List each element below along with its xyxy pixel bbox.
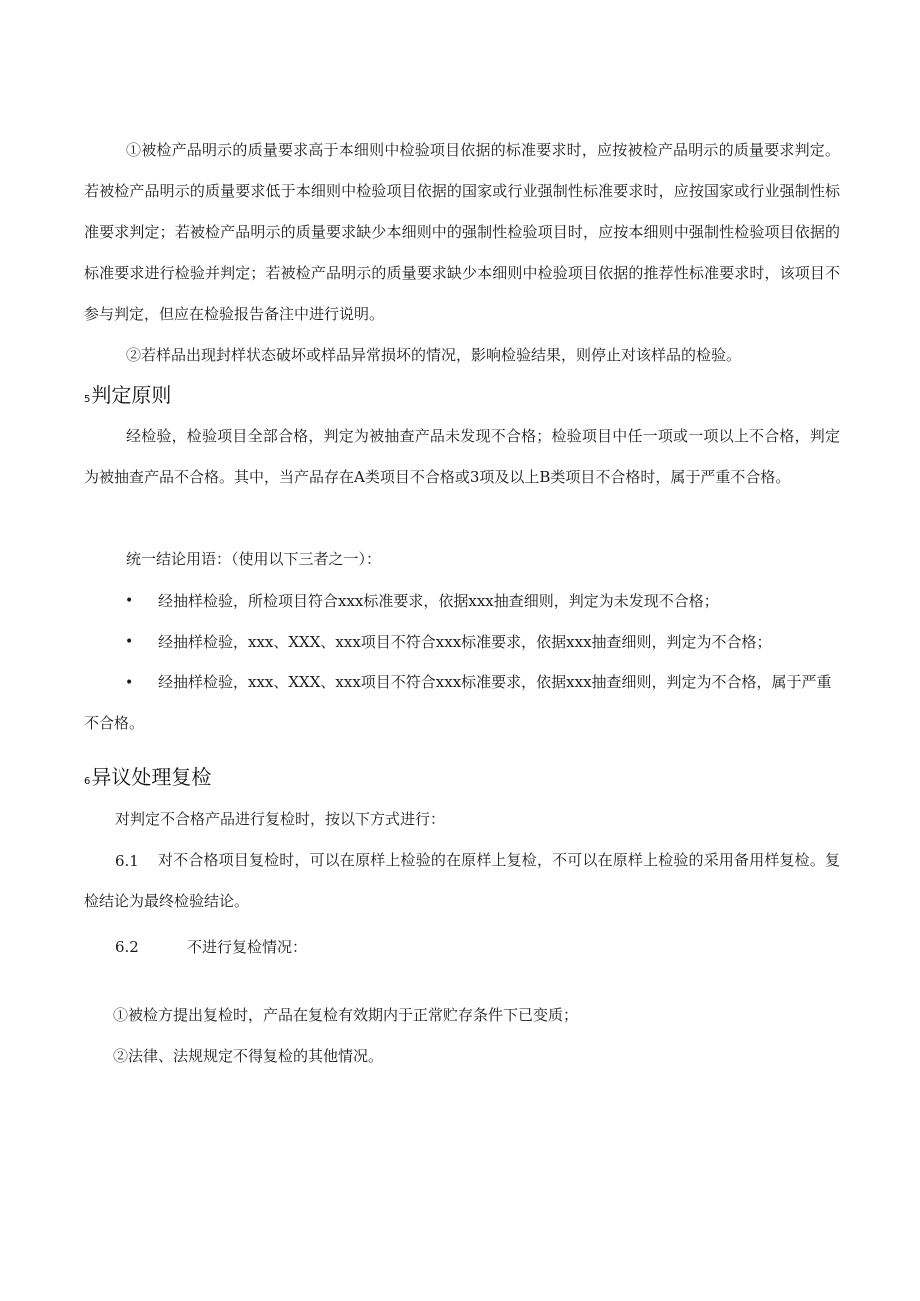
conclusion-intro: 统一结论用语：（使用以下三者之一）： <box>126 550 382 568</box>
conclusion-option-2: 经抽样检验，xxx、XXX、xxx项目不符合xxx标准要求，依据xxx抽查细则，判定为不合格； <box>158 633 772 651</box>
recheck-intro: 对判定不合格产品进行复检时，按以下方式进行： <box>115 810 446 828</box>
item-6-2-text: 不进行复检情况： <box>187 938 308 956</box>
bullet-marker: • <box>125 634 134 650</box>
item-6-2-number: 6.2 <box>115 938 139 956</box>
section-5-number: 5 <box>84 394 91 405</box>
item-6-1-number: 6.1 <box>115 852 139 870</box>
judgement-rule-paragraph: ①被检产品明示的质量要求高于本细则中检验项目依据的标准要求时，应按被检产品明示的质量要求判定。若被检产品明示的质量要求低于本细则中检验项目依据的国家或行业强制性标准要求时，应按国家或行业强制性标准要求判定；若被检产品明示的质量要求缺少本细则中的强制性检验项目时，应按本细则中强制性检验项目依据的标准要求进行检验并判定；若被检产品明示的质量要求缺少本细则中检验项目依据的推荐性标准要求时，该项目不参与判定，但应在检验报告备注中进行说明。 <box>84 141 840 323</box>
no-recheck-condition-2: ②法律、法规规定不得复检的其他情况。 <box>113 1047 384 1065</box>
conclusion-option-1: 经抽样检验，所检项目符合xxx标准要求，依据xxx抽查细则，判定为未发现不合格； <box>158 592 719 610</box>
conclusion-option-3: 经抽样检验，xxx、XXX、xxx项目不符合xxx标准要求，依据xxx抽查细则，判定为不合格，属于严重不合格。 <box>84 673 832 732</box>
judgement-principle-paragraph: 经检验，检验项目全部合格，判定为被抽查产品未发现不合格；检验项目中任一项或一项以上不合格，判定为被抽查产品不合格。其中，当产品存在A类项目不合格或3项及以上B类项目不合格时，属于严重不合格。 <box>84 427 840 486</box>
section-6-title: 异议处理复检 <box>91 765 212 789</box>
no-recheck-condition-1: ①被检方提出复检时，产品在复检有效期内于正常贮存条件下已变质； <box>113 1006 579 1024</box>
item-6-1-text: 对不合格项目复检时，可以在原样上检验的在原样上复检，不可以在原样上检验的采用备用样复检。复检结论为最终检验结论。 <box>84 851 840 910</box>
sample-damage-paragraph: ②若样品出现封样状态破坏或样品异常损坏的情况，影响检验结果，则停止对该样品的检验。 <box>126 346 742 364</box>
section-6-heading <box>84 763 211 796</box>
section-5-heading <box>84 381 171 414</box>
bullet-marker: • <box>125 593 134 609</box>
section-6-number: 6 <box>84 776 91 787</box>
bullet-marker: • <box>125 675 134 691</box>
section-5-title: 判定原则 <box>91 383 172 407</box>
